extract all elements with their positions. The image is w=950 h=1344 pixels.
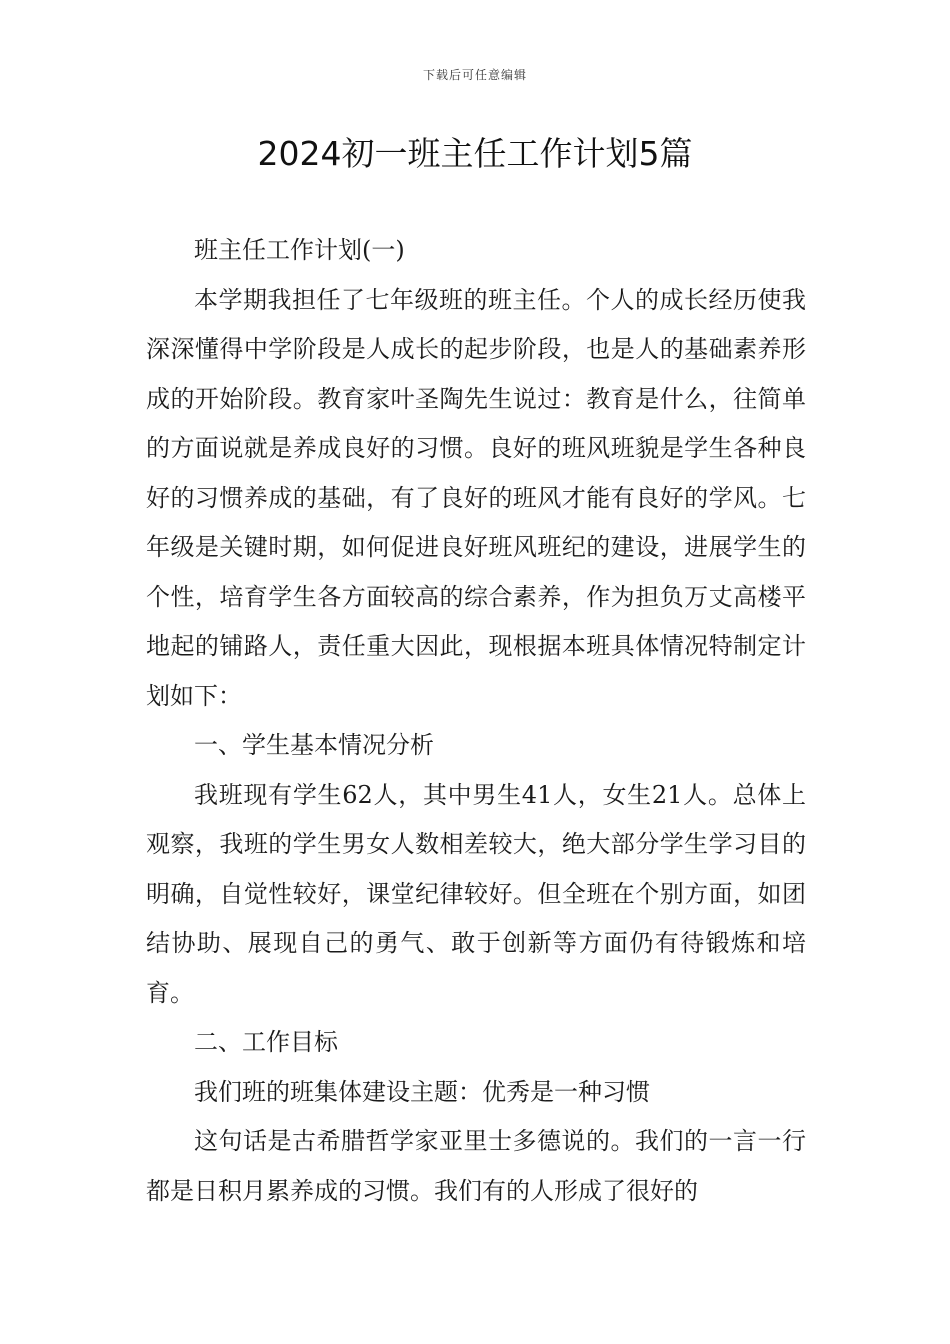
section-heading-plan-one: 班主任工作计划(一) [194,236,405,264]
class-theme-paragraph: 我们班的班集体建设主题：优秀是一种习惯 [194,1077,650,1106]
student-analysis-paragraph: 我班现有学生62人，其中男生41人，女生21人。总体上观察，我班的学生男女人数相差较大，绝大部分学生学习目的明确，自觉性较好，课堂纪律较好。但全班在个别方面，如团结协助、展现自己的勇气、敢于创新等方面仍有待锻炼和培育。 [146,780,806,1007]
document-title: 2024初一班主任工作计划5篇 [257,134,693,173]
section-heading-work-goals: 二、工作目标 [194,1028,338,1056]
section-heading-student-analysis: 一、学生基本情况分析 [194,731,434,759]
document-body [146,226,806,1216]
quote-paragraph: 这句话是古希腊哲学家亚里士多德说的。我们的一言一行都是日积月累养成的习惯。我们有的人形成了很好的 [146,1127,806,1205]
header-note: 下载后可任意编辑 [422,68,527,82]
intro-paragraph: 本学期我担任了七年级班的班主任。个人的成长经历使我深深懂得中学阶段是人成长的起步阶段，也是人的基础素养形成的开始阶段。教育家叶圣陶先生说过：教育是什么，往简单的方面说就是养成良好的习惯。良好的班风班貌是学生各种良好的习惯养成的基础，有了良好的班风才能有良好的学风。七年级是关键时期，如何促进良好班风班纪的建设，进展学生的个性，培育学生各方面较高的综合素养，作为担负万丈高楼平地起的铺路人，责任重大因此，现根据本班具体情况特制定计划如下： [146,285,806,710]
